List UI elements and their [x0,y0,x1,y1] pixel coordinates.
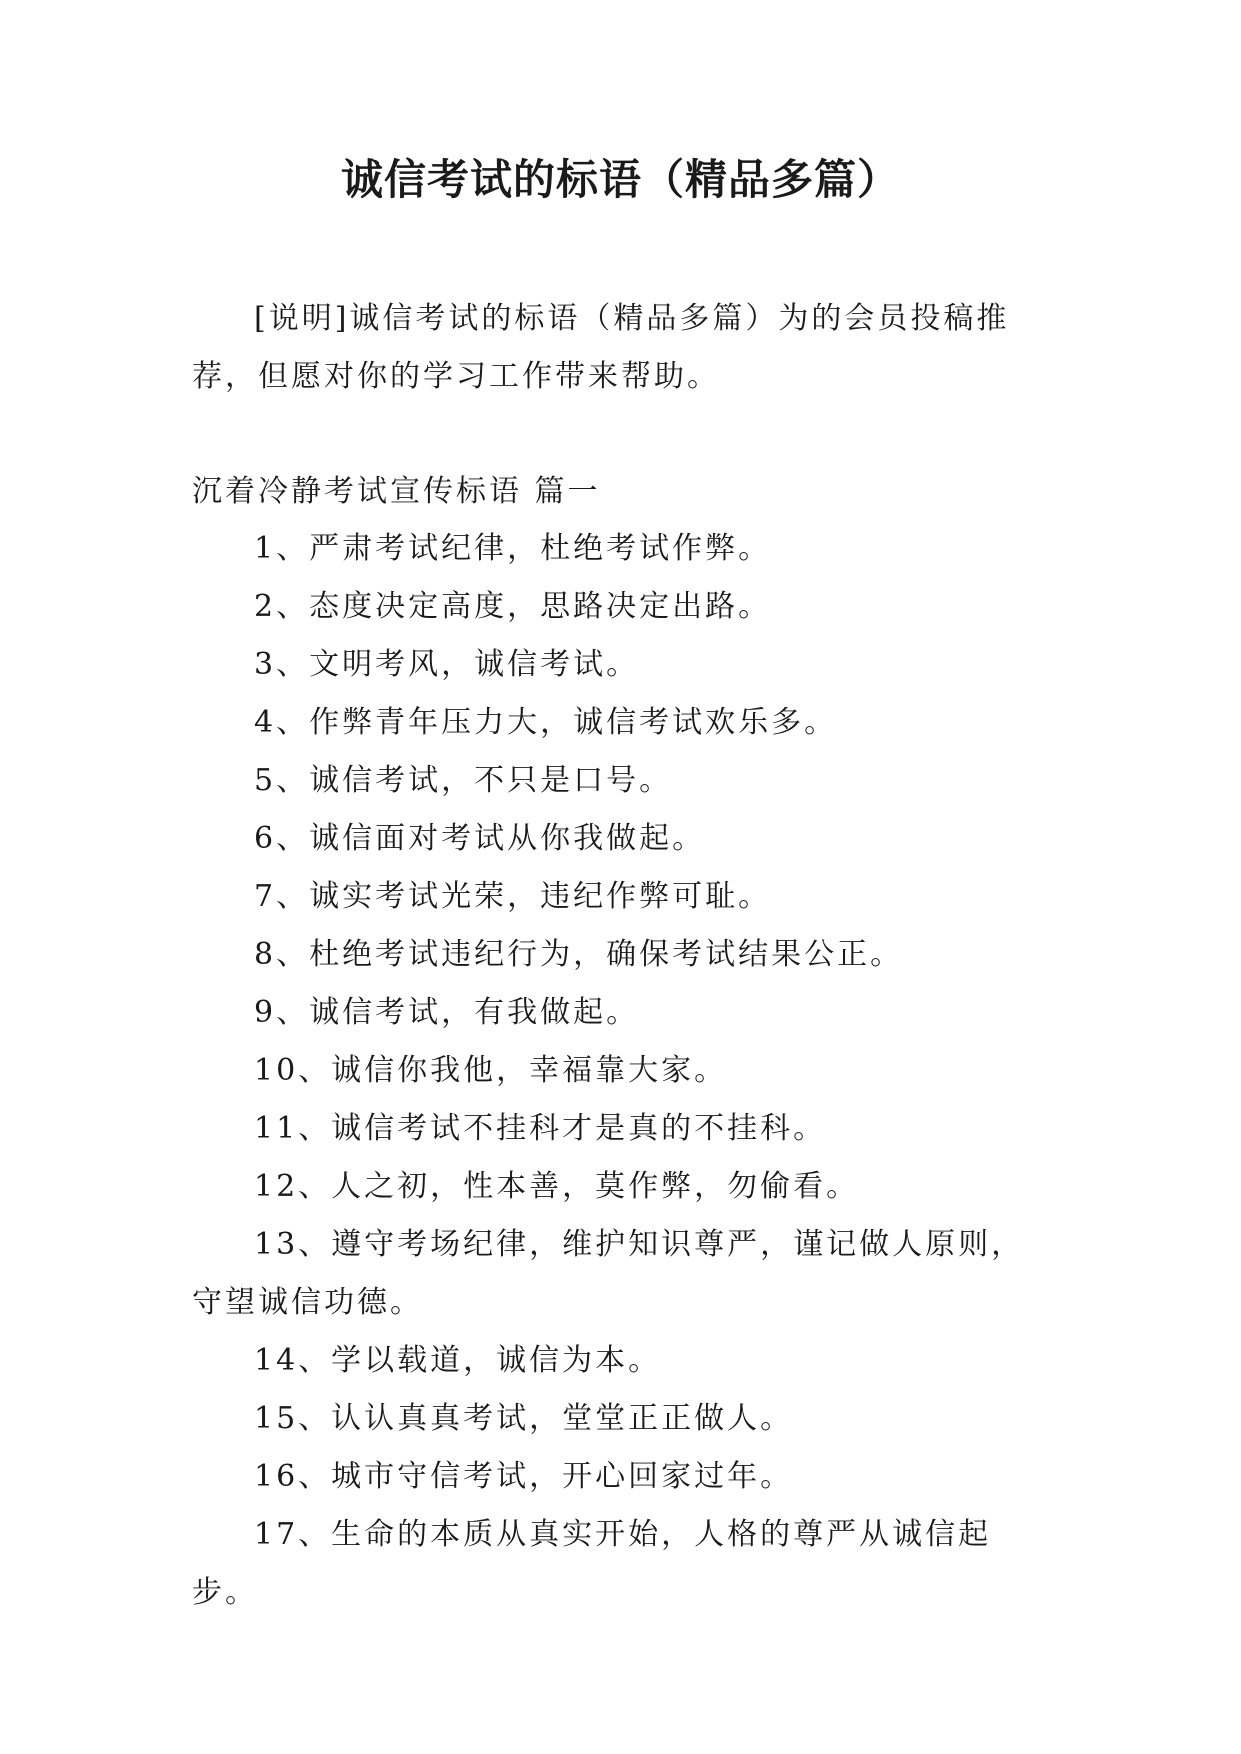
document-title: 诚信考试的标语（精品多篇） [340,155,900,204]
list-item: 12、人之初，性本善，莫作弊，勿偷看。 [254,1169,860,1204]
list-item: 7、诚实考试光荣，违纪作弊可耻。 [254,879,772,914]
list-item: 15、认认真真考试，堂堂正正做人。 [254,1401,794,1436]
list-item: 11、诚信考试不挂科才是真的不挂科。 [254,1111,827,1146]
list-item: 6、诚信面对考试从你我做起。 [254,821,706,856]
list-item: 17、生命的本质从真实开始，人格的尊严从诚信起步。 [192,1517,992,1610]
list-item: 10、诚信你我他，幸福靠大家。 [254,1053,728,1088]
section-heading: 沉着冷静考试宣传标语 篇一 [192,474,601,509]
list-item: 9、诚信考试，有我做起。 [254,995,640,1030]
list-item: 2、态度决定高度，思路决定出路。 [254,589,772,624]
list-item: 3、文明考风，诚信考试。 [254,647,640,682]
list-item: 14、学以载道，诚信为本。 [254,1343,662,1378]
list-item: 16、城市守信考试，开心回家过年。 [254,1459,794,1494]
list-item: 13、遵守考场纪律，维护知识尊严，谨记做人原则，守望诚信功德。 [192,1227,1025,1320]
intro-paragraph: [说明]诚信考试的标语（精品多篇）为的会员投稿推荐，但愿对你的学习工作带来帮助。 [192,301,1010,394]
list-item: 5、诚信考试，不只是口号。 [254,763,673,798]
list-item: 4、作弊青年压力大，诚信考试欢乐多。 [254,705,838,740]
list-item: 8、杜绝考试违纪行为，确保考试结果公正。 [254,937,904,972]
slogan-list [192,520,1052,1622]
list-item: 1、严肃考试纪律，杜绝考试作弊。 [254,531,772,566]
